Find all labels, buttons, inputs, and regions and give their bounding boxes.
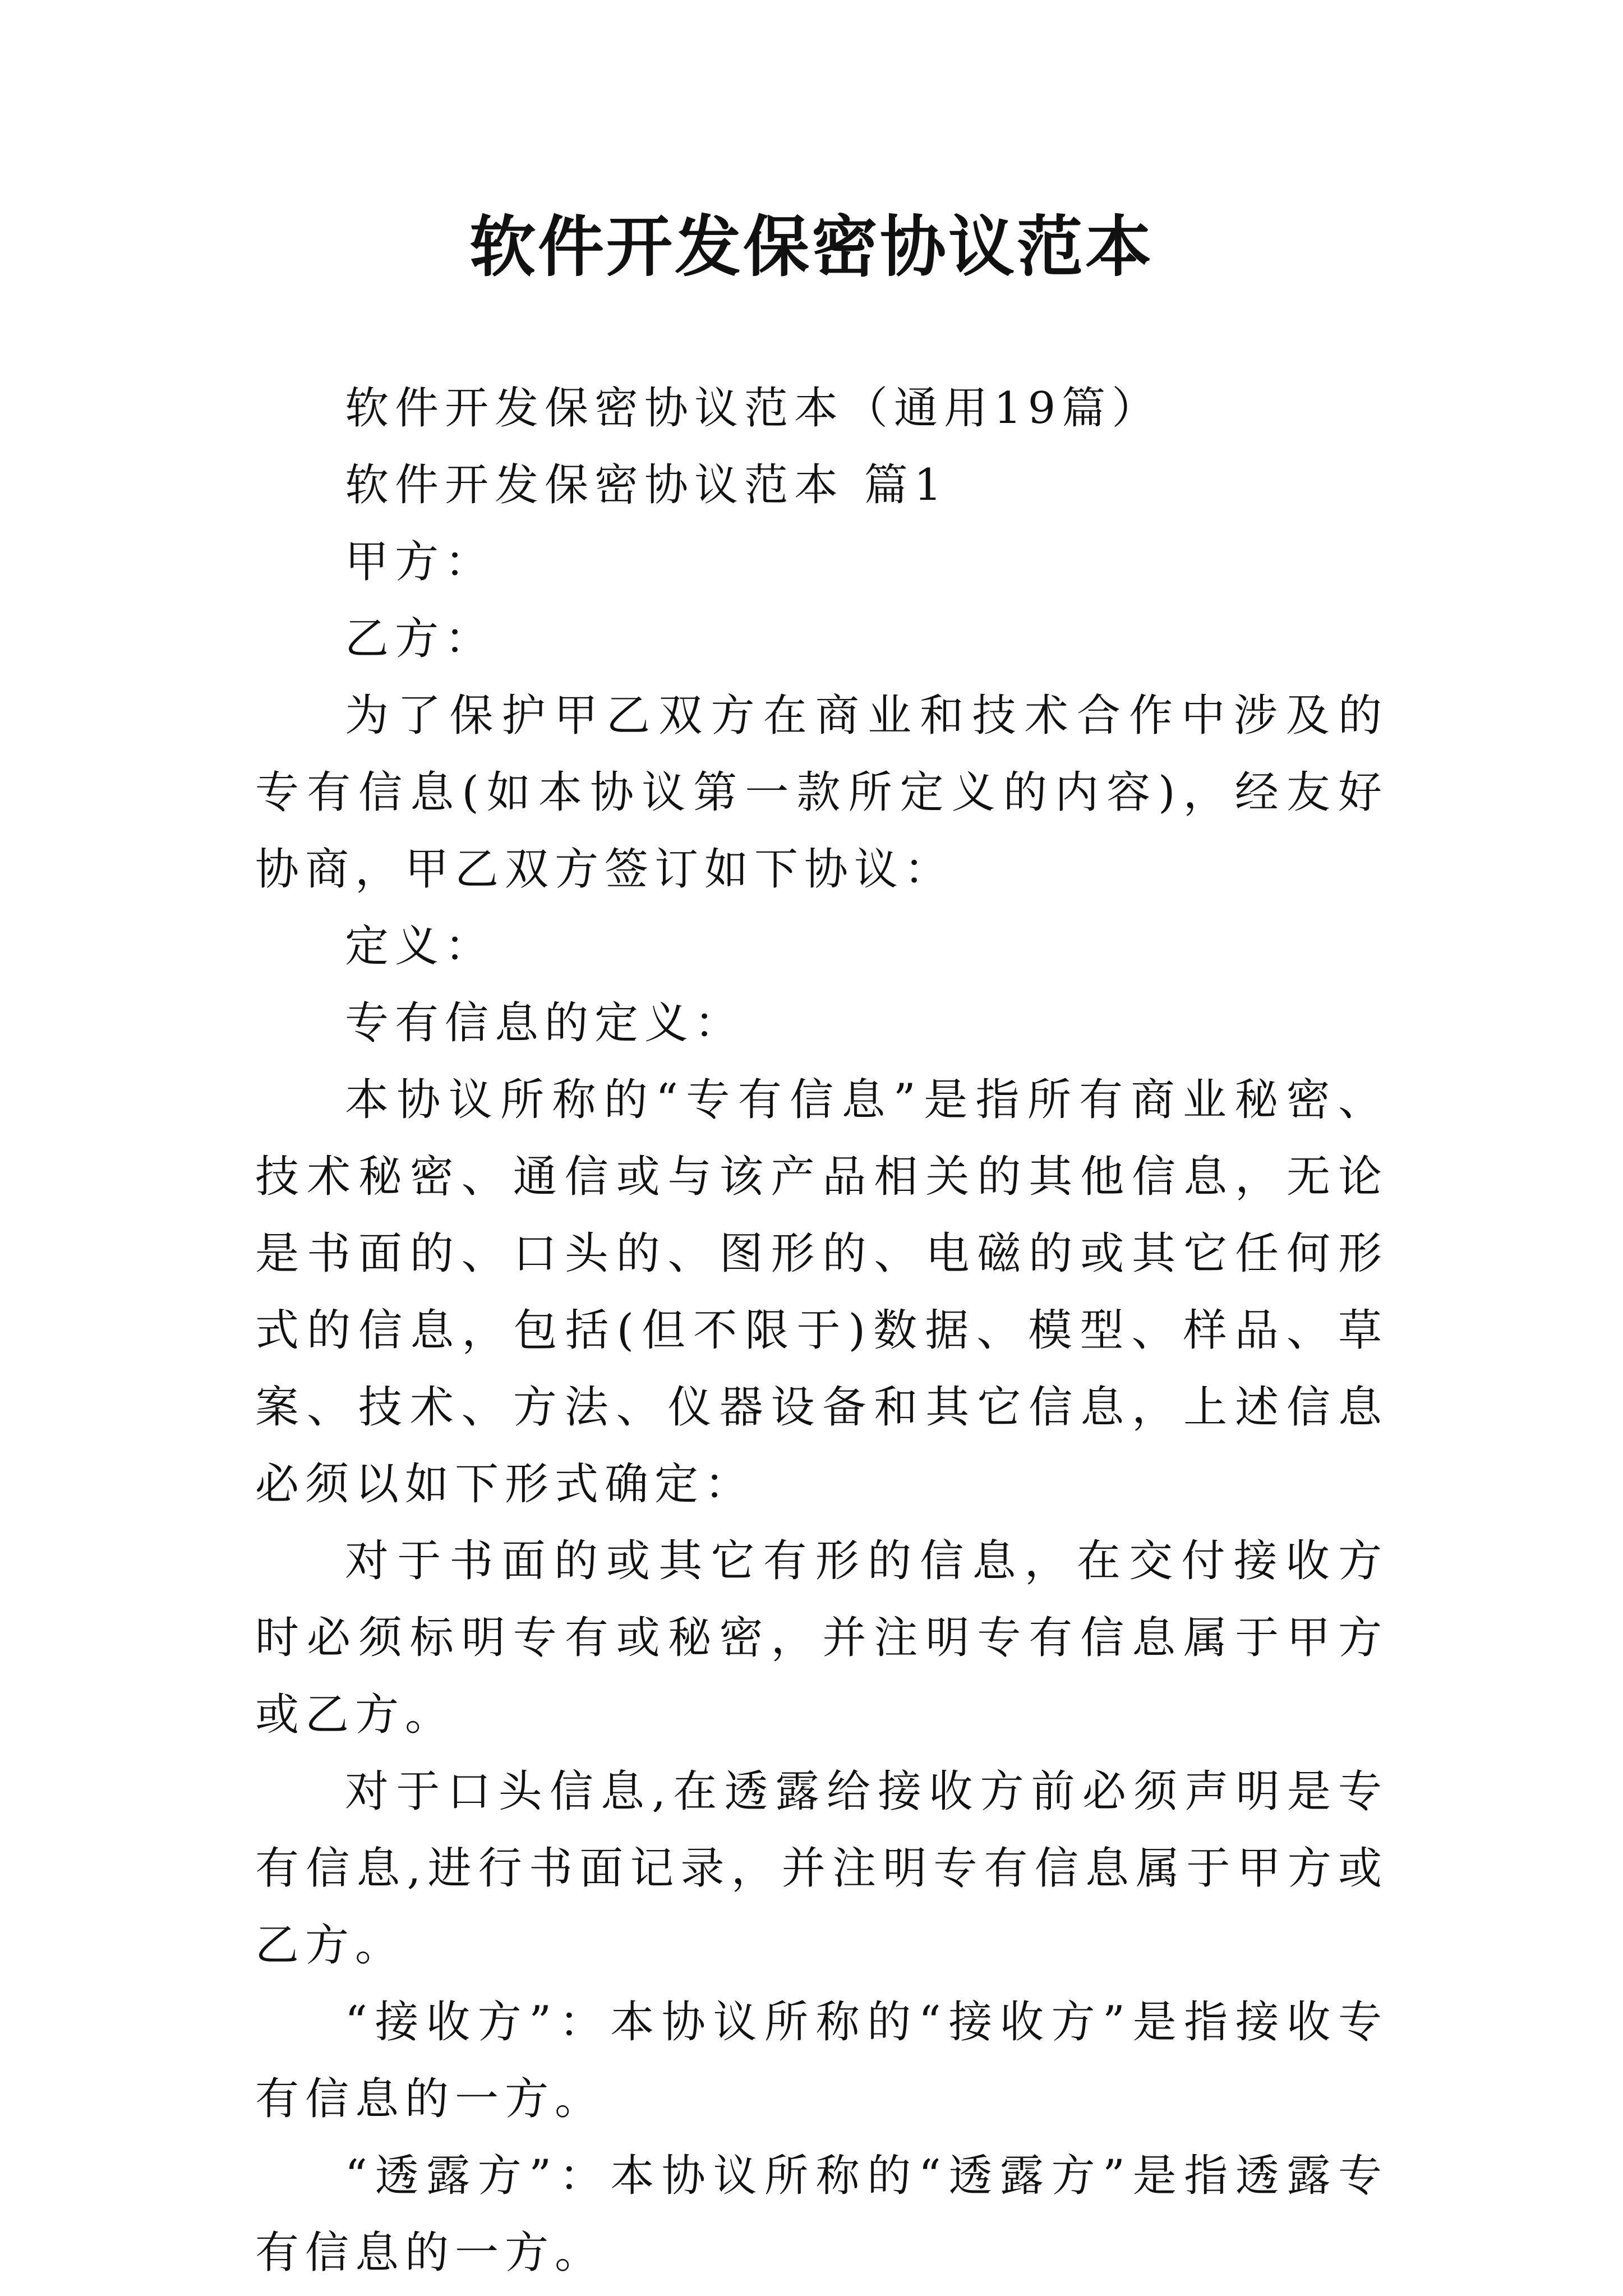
body-paragraph: 本协议所称的“专有信息”是指所有商业秘密、技术秘密、通信或与该产品相关的其他信息，无论是书面的、口头的、图形的、电磁的或其它任何形式的信息，包括(但不限于)数据、模型、样品、草案、技术、方法、仪器设备和其它信息，上述信息必须以如下形式确定： bbox=[255, 1075, 1388, 1510]
body-paragraph: 为了保护甲乙双方在商业和技术合作中涉及的专有信息(如本协议第一款所定义的内容)，经友好协商，甲乙双方签订如下协议： bbox=[255, 691, 1388, 895]
document-body bbox=[255, 370, 1388, 2292]
party-b-line: 乙方： bbox=[345, 614, 495, 664]
document-title: 软件开发保密协议范本 bbox=[469, 208, 1154, 286]
body-paragraph: “接收方”：本协议所称的“接收方”是指接收专有信息的一方。 bbox=[255, 1997, 1388, 2124]
party-a-line: 甲方： bbox=[345, 537, 495, 587]
section-heading: 软件开发保密协议范本 篇1 bbox=[345, 460, 948, 510]
definition-subheading: 专有信息的定义： bbox=[345, 998, 745, 1048]
body-paragraph: 对于书面的或其它有形的信息，在交付接收方时必须标明专有或秘密，并注明专有信息属于甲方或乙方。 bbox=[255, 1536, 1388, 1740]
body-paragraph: 对于口头信息,在透露给接收方前必须声明是专有信息,进行书面记录，并注明专有信息属于甲方或乙方。 bbox=[255, 1766, 1388, 1971]
document-subtitle: 软件开发保密协议范本（通用19篇） bbox=[345, 383, 1162, 434]
definitions-heading: 定义： bbox=[345, 921, 495, 972]
body-paragraph: “透露方”：本协议所称的“透露方”是指透露专有信息的一方。 bbox=[255, 2151, 1388, 2278]
